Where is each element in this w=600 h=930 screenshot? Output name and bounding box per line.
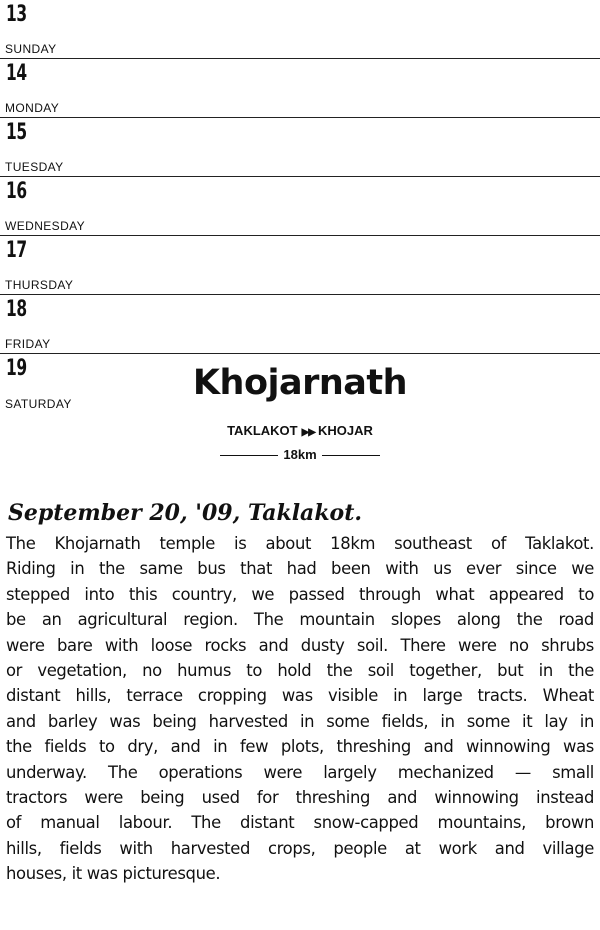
paragraph-line: distant hills, terrace cropping was visible in large tracts. Wheat (6, 686, 594, 706)
paragraph-line: The Khojarnath temple is about 18km southeast of Taklakot. (6, 534, 594, 553)
route-from: TAKLAKOT (227, 423, 298, 438)
divider (220, 455, 278, 456)
double-arrow-icon: ▶▶ (301, 427, 315, 438)
day-number: 14 (6, 61, 27, 86)
paragraph-line: be an agricultural region. The mountain slopes along the road (6, 610, 594, 630)
paragraph-line: stepped into this country, we passed through what appeared to (6, 584, 594, 604)
paragraph-line: underway. The operations were largely mechanized — small (6, 762, 594, 782)
weekly-calendar (0, 0, 600, 413)
day-name: FRIDAY (5, 337, 51, 351)
day-row-monday (0, 59, 600, 118)
day-row-thursday (0, 236, 600, 295)
route-line (0, 423, 600, 438)
distance-value: 18km (283, 447, 317, 462)
day-number: 16 (6, 179, 27, 204)
day-number: 13 (6, 2, 27, 27)
day-row-friday (0, 295, 600, 354)
day-row-tuesday (0, 118, 600, 177)
day-name: TUESDAY (5, 160, 64, 174)
paragraph-line: tractors were being used for threshing and winnowing instead (6, 788, 594, 808)
paragraph-line: hills, fields with harvested crops, people at work and village (6, 838, 594, 858)
paragraph-line: or vegetation, no humus to hold the soil together, but in the (6, 661, 594, 681)
day-name: WEDNESDAY (5, 219, 86, 233)
route-to: KHOJAR (318, 423, 373, 438)
paragraph-line: houses, it was picturesque. (6, 864, 221, 884)
day-name: MONDAY (5, 101, 60, 115)
entry-paragraph (6, 531, 594, 887)
date-heading: September 20, '09, Taklakot. (8, 500, 363, 526)
day-number: 18 (6, 297, 27, 322)
day-row-sunday (0, 0, 600, 59)
day-number: 19 (6, 356, 27, 381)
distance-line (0, 447, 600, 462)
divider (322, 455, 380, 456)
paragraph-line: and barley was being harvested in some fields, in some it lay in (6, 711, 594, 731)
paragraph-line: were bare with loose rocks and dusty soil. There were no shrubs (6, 635, 594, 655)
day-name: SUNDAY (5, 42, 57, 56)
day-number: 15 (6, 120, 27, 145)
paragraph-line: of manual labour. The distant snow-capped mountains, brown (6, 813, 594, 833)
day-name: THURSDAY (5, 278, 74, 292)
paragraph-line: the fields to dry, and in few plots, threshing and winnowing was (6, 737, 594, 757)
entry-title: Khojarnath (192, 363, 408, 403)
paragraph-line: Riding in the same bus that had been with us ever since we (6, 559, 594, 579)
day-name: SATURDAY (5, 397, 72, 411)
day-number: 17 (6, 238, 27, 263)
day-row-wednesday (0, 177, 600, 236)
